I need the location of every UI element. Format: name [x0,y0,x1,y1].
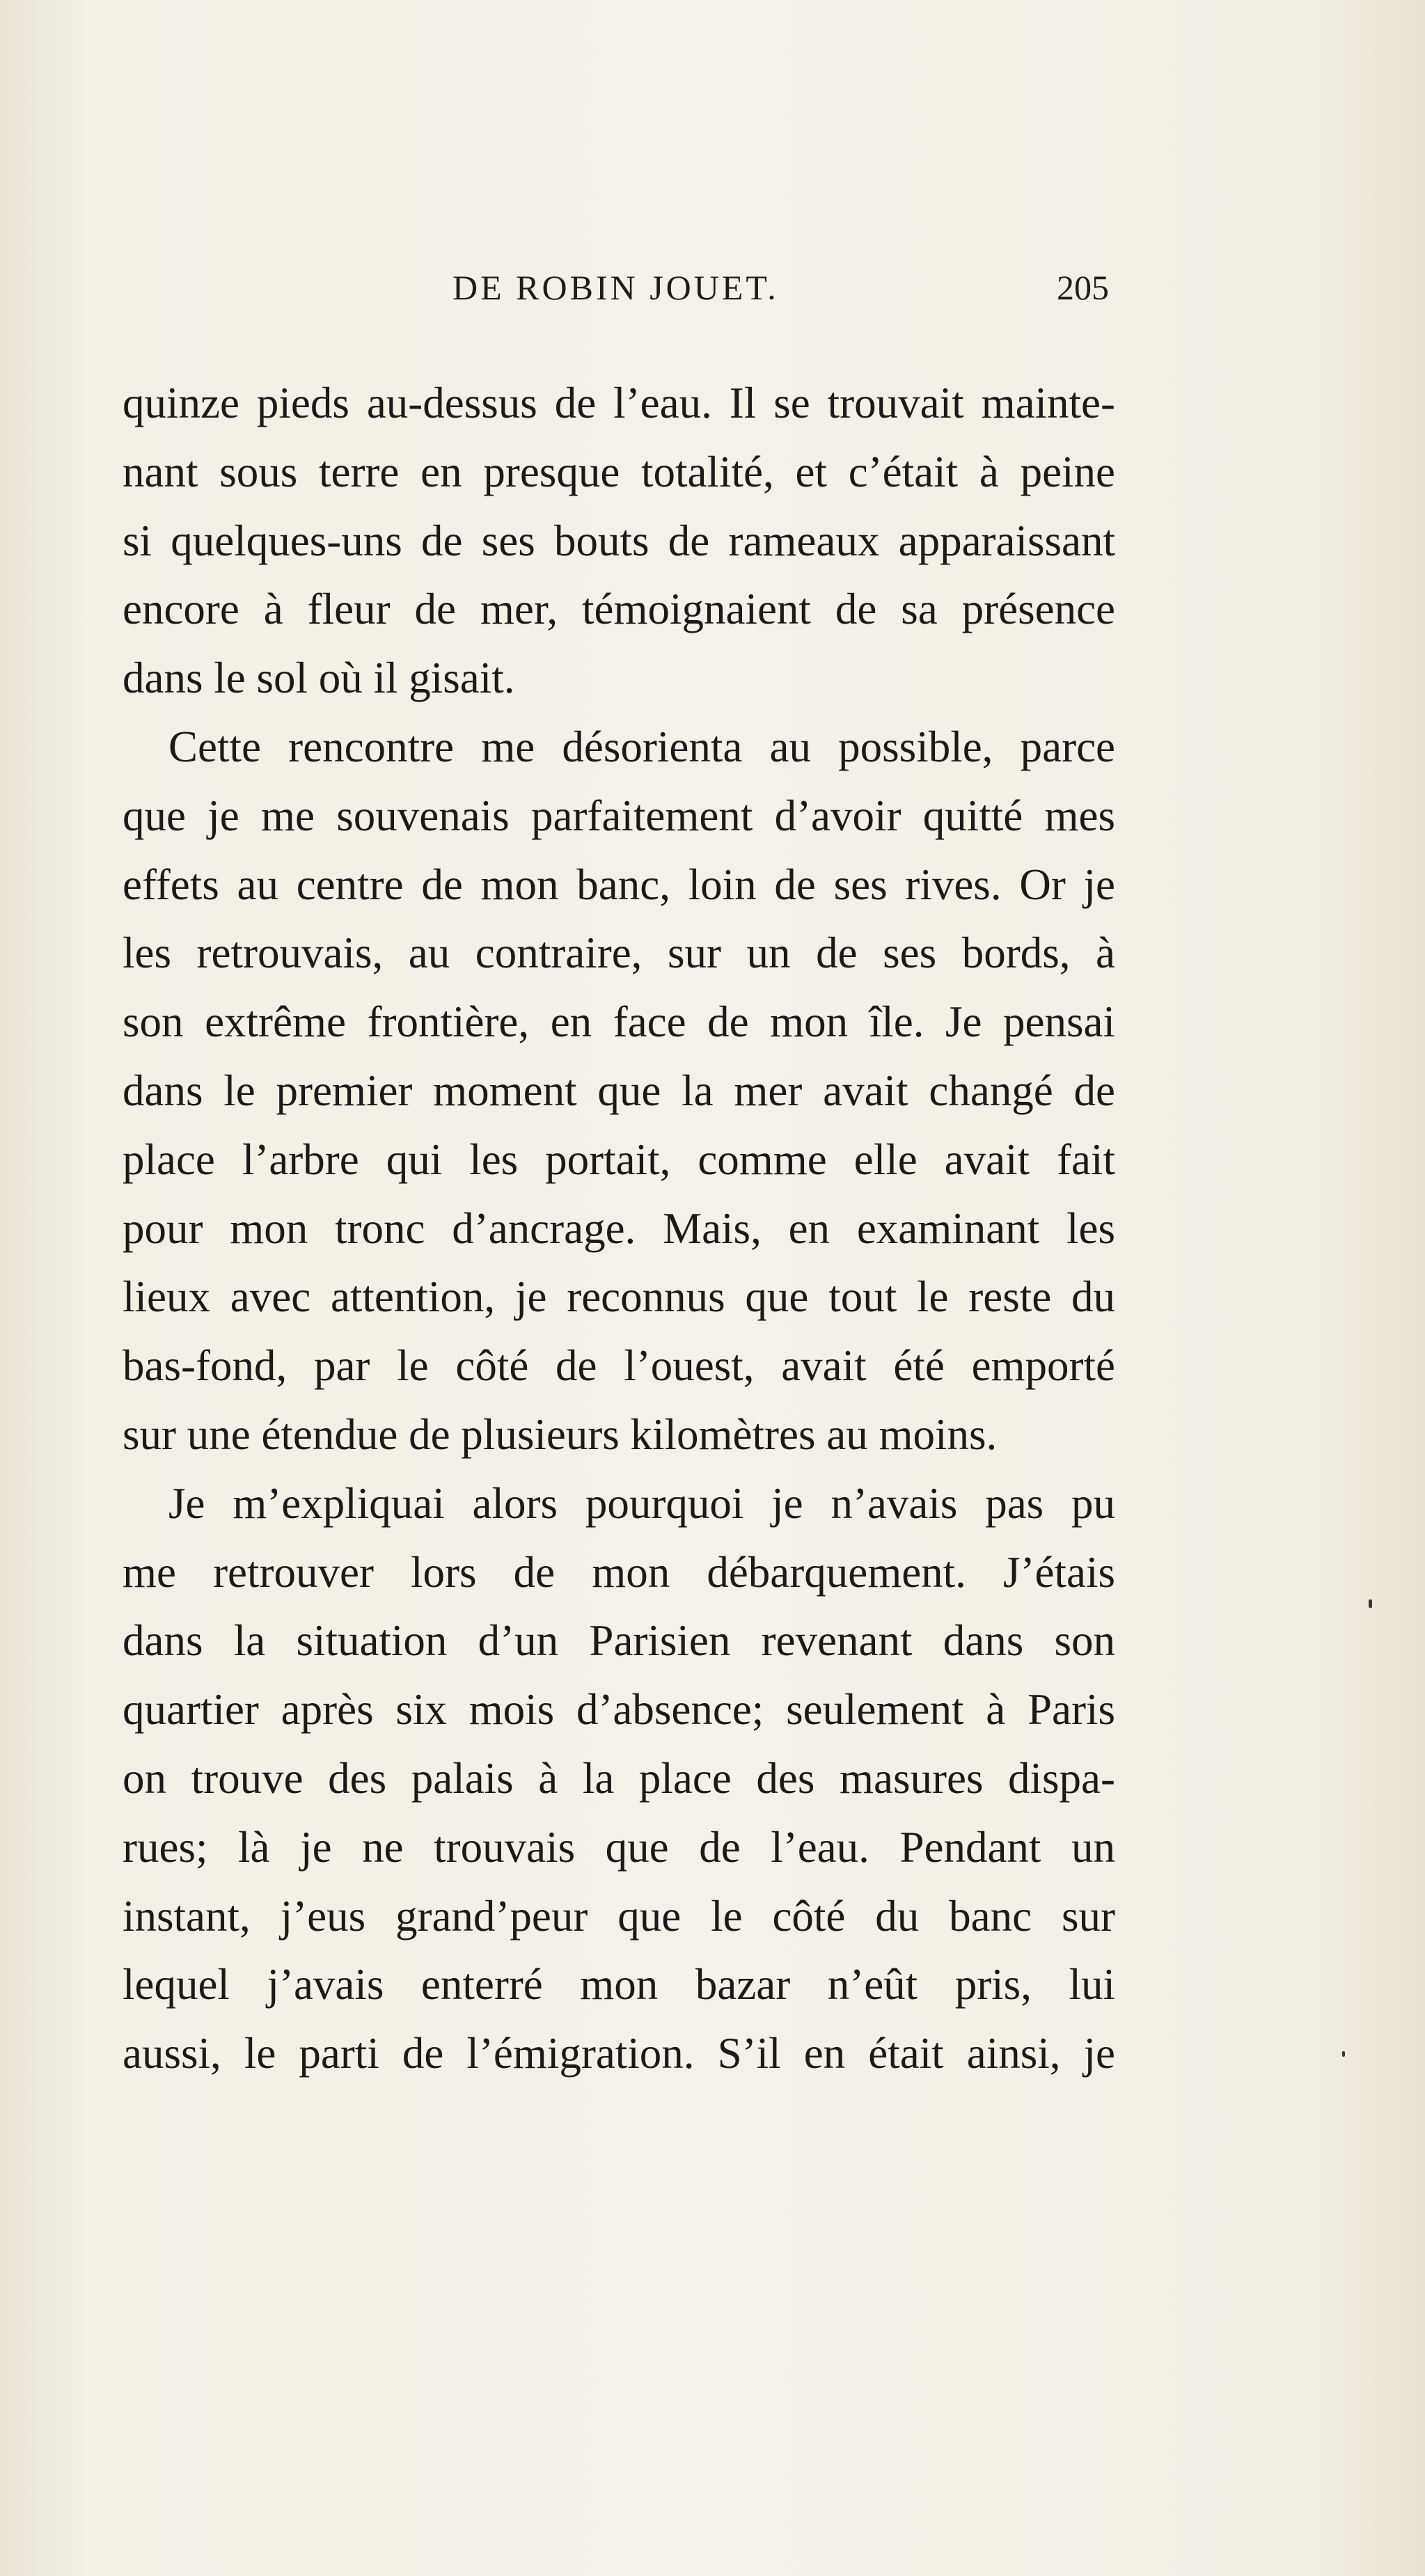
text-line: Je m’expliquai alors pourquoi je n’avais pas pu [168,1478,1115,1528]
text-line: dans le premier moment que la mer avait changé de [123,1066,1115,1115]
text-line: les retrouvais, au contraire, sur un de ses bords, à [123,929,1115,978]
text-line: quinze pieds au-dessus de l’eau. Il se trouvait mainte- [123,379,1115,427]
text-line: aussi, le parti de l’émigration. S’il en était ainsi, je [123,2029,1115,2078]
running-title: DE ROBIN JOUET. [452,268,779,307]
text-line: place l’arbre qui les portait, comme elle avait fait [123,1135,1115,1184]
text-line: dans le sol où il gisait. [123,654,515,703]
paragraph-3 [123,1469,1115,2088]
text-line: dans la situation d’un Parisien revenant dans son [123,1616,1115,1666]
text-line: sur une étendue de plusieurs kilomètres au moins. [123,1409,998,1459]
running-head [0,263,1425,312]
page-number: 205 [1057,268,1109,307]
text-line: Cette rencontre me désorienta au possible, parce [168,722,1115,771]
text-line: si quelques-uns de ses bouts de rameaux apparaissant [123,516,1115,565]
text-line: encore à fleur de mer, témoignaient de sa présence [123,585,1115,634]
paper-speck [1369,1599,1372,1608]
text-line: instant, j’eus grand’peur que le côté du banc sur [123,1891,1115,1941]
text-line: on trouve des palais à la place des masures dispa- [123,1753,1115,1803]
text-line: son extrême frontière, en face de mon île. Je pensai [123,997,1115,1047]
paper-speck [1342,2051,1345,2057]
text-line: effets au centre de mon banc, loin de ses rives. Or je [123,860,1115,909]
text-line: me retrouver lors de mon débarquement. J’étais [123,1547,1115,1597]
text-line: pour mon tronc d’ancrage. Mais, en examinant les [123,1203,1115,1253]
text-line: que je me souvenais parfaitement d’avoir quitté mes [123,791,1115,840]
text-line: lequel j’avais enterré mon bazar n’eût pris, lui [123,1960,1115,2009]
text-line: lieux avec attention, je reconnus que tout le reste du [123,1272,1115,1322]
text-line: nant sous terre en presque totalité, et c’était à peine [123,447,1115,496]
paragraph-2 [123,713,1115,1469]
body-text [123,369,1115,2165]
text-line: quartier après six mois d’absence; seulement à Paris [123,1685,1115,1735]
text-line: bas-fond, par le côté de l’ouest, avait été emporté [123,1341,1115,1391]
paragraph-1 [123,369,1115,713]
text-line: rues; là je ne trouvais que de l’eau. Pendant un [123,1822,1115,1872]
